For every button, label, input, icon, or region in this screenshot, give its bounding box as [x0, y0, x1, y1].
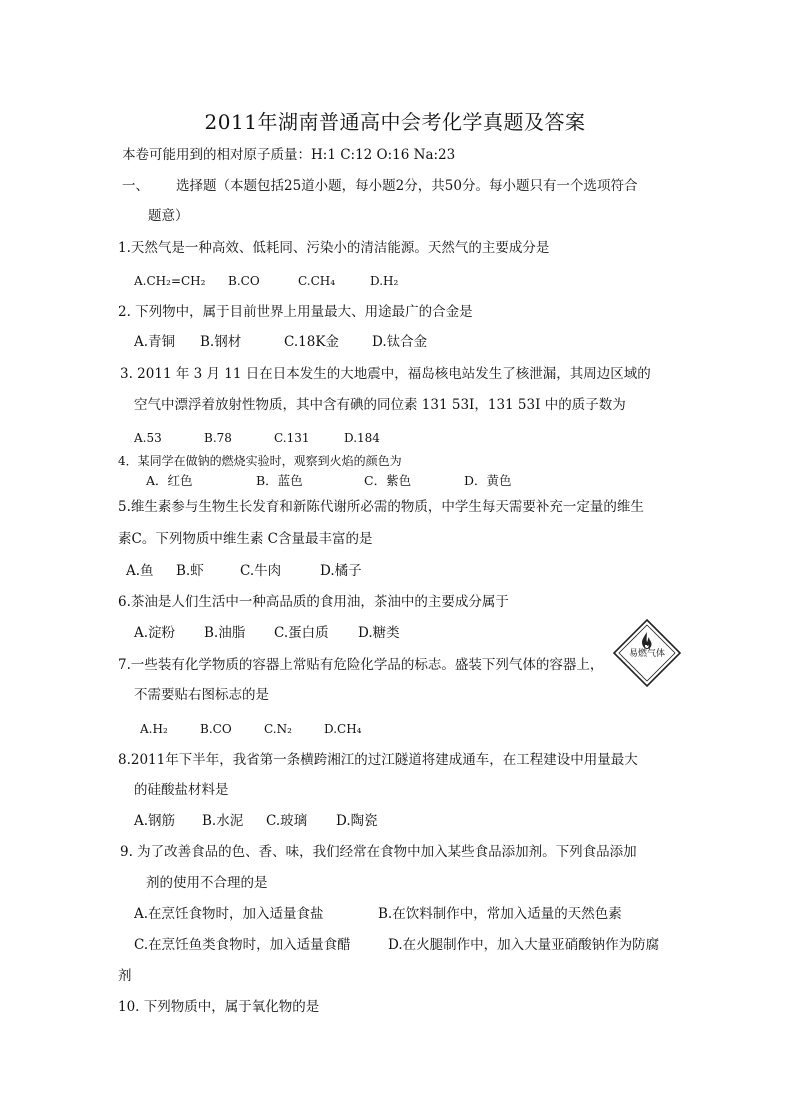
question-6-options [134, 624, 400, 642]
q7-option-a: A.H₂ [140, 722, 168, 736]
q9-option-d: D.在火腿制作中，加入大量亚硝酸钠作为防腐 [388, 937, 660, 953]
question-7-stem-cont: 不需要贴右图标志的是 [134, 687, 269, 703]
question-3-stem-cont: 空气中漂浮着放射性物质，其中含有碘的同位素 131 53I，131 53I 中的质子数为 [134, 397, 626, 413]
q6-option-c: C.蛋白质 [274, 625, 329, 641]
q9-option-d-cont: 剂 [118, 968, 132, 984]
q8-option-d: D.陶瓷 [336, 813, 378, 829]
q9-option-c: C.在烹饪鱼类食物时，加入适量食醋 [134, 937, 351, 953]
q3-option-a: A.53 [134, 431, 162, 445]
q3-option-b: B.78 [204, 431, 232, 445]
q5-option-d: D.橘子 [320, 563, 362, 579]
flammable-gas-sign [612, 618, 682, 688]
q1-option-b: B.CO [228, 274, 260, 288]
q8-option-b: B.水泥 [202, 813, 244, 829]
question-10-stem: 10. 下列物质中，属于氧化物的是 [118, 999, 320, 1015]
question-1-stem: 1.天然气是一种高效、低耗同、污染小的清洁能源。天然气的主要成分是 [118, 240, 550, 256]
question-5-stem-cont: 素C。下列物质中维生素 C含量最丰富的是 [118, 531, 373, 547]
question-5-stem: 5.维生素参与生物生长发育和新陈代谢所必需的物质，中学生每天需要补充一定量的维生 [118, 499, 644, 515]
q3-option-c: C.131 [274, 431, 310, 445]
q4-option-a: A．红色 [146, 473, 193, 488]
question-9-stem-cont: 剂的使用不合理的是 [146, 875, 268, 891]
q5-option-b: B.虾 [176, 563, 204, 579]
question-8-stem-cont: 的硅酸盐材料是 [134, 782, 229, 798]
q2-option-b: B.钢材 [200, 334, 242, 350]
q5-option-a: A.鱼 [126, 563, 154, 579]
q4-option-c: C．紫色 [364, 473, 412, 488]
q4-option-d: D．黄色 [464, 473, 512, 488]
q7-option-d: D.CH₄ [324, 722, 362, 736]
q4-option-b: B．蓝色 [256, 473, 303, 488]
q1-option-a: A.CH₂=CH₂ [134, 274, 206, 288]
question-4-options [146, 472, 512, 490]
question-9-stem: 9. 为了改善食品的色、香、味，我们经常在食物中加入某些食品添加剂。下列食品添加 [120, 844, 637, 860]
q6-option-d: D.糖类 [358, 625, 400, 641]
q8-option-c: C.玻璃 [266, 813, 308, 829]
question-6-stem: 6.茶油是人们生活中一种高品质的食用油，茶油中的主要成分属于 [118, 594, 509, 610]
q2-option-c: C.18K金 [284, 334, 339, 350]
question-7-stem: 7.一些装有化学物质的容器上常贴有危险化学品的标志。盛装下列气体的容器上， [118, 657, 604, 673]
q1-option-c: C.CH₄ [298, 274, 336, 288]
section-number: 一、 [122, 178, 149, 194]
question-8-options [134, 812, 378, 830]
question-3-stem: 3. 2011 年 3 月 11 日在日本发生的大地震中，福岛核电站发生了核泄漏，其周边区域的 [120, 366, 651, 382]
q7-option-c: C.N₂ [264, 722, 292, 736]
question-7-options [140, 720, 361, 738]
question-2-stem: 2. 下列物中，属于目前世界上用量最大、用途最广的合金是 [118, 304, 473, 320]
q1-option-d: D.H₂ [370, 274, 399, 288]
question-1-options [134, 272, 398, 290]
q7-option-b: B.CO [200, 722, 232, 736]
q9-option-a: A.在烹饪食物时，加入适量食盐 [134, 906, 324, 922]
page-title: 2011年湖南普通高中会考化学真题及答案 [204, 110, 586, 134]
section-heading-cont: 题意） [148, 208, 189, 224]
q5-option-c: C.牛肉 [240, 563, 282, 579]
q9-option-b: B.在饮料制作中，常加入适量的天然色素 [378, 906, 622, 922]
atomic-masses: 本卷可能用到的相对原子质量：H:1 C:12 O:16 Na:23 [122, 147, 456, 163]
q3-option-d: D.184 [344, 431, 380, 445]
q6-option-a: A.淀粉 [134, 625, 176, 641]
section-heading: 选择题（本题包括25道小题，每小题2分，共50分。每小题只有一个选项符合 [176, 178, 638, 194]
q2-option-d: D.钛合金 [372, 334, 428, 350]
q8-option-a: A.钢筋 [134, 813, 176, 829]
question-2-options [134, 333, 427, 351]
question-4-stem: 4．某同学在做钠的燃烧实验时，观察到火焰的颜色为 [118, 454, 402, 468]
question-8-stem: 8.2011年下半年，我省第一条横跨湘江的过江隧道将建成通车，在工程建设中用量最大 [118, 752, 638, 768]
question-5-options [126, 562, 362, 580]
sign-label: 易燃气体 [628, 649, 665, 659]
question-3-options [134, 429, 380, 447]
q6-option-b: B.油脂 [204, 625, 246, 641]
q2-option-a: A.青铜 [134, 334, 176, 350]
